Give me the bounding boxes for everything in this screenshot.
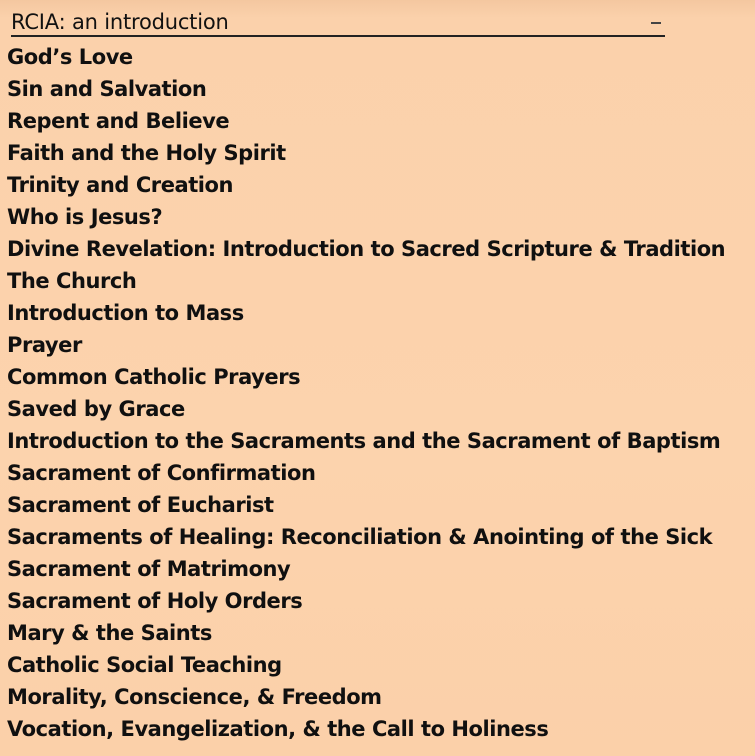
topic-item: Sacrament of Confirmation [7, 461, 316, 485]
topic-item: Introduction to the Sacraments and the Sacrament of Baptism [7, 429, 721, 453]
topic-item: Who is Jesus? [7, 205, 163, 229]
topic-item: Mary & the Saints [7, 621, 212, 645]
topic-item: Prayer [7, 333, 82, 357]
topic-item: Sacrament of Eucharist [7, 493, 274, 517]
topic-list [7, 41, 725, 745]
topic-item: Sacrament of Matrimony [7, 557, 291, 581]
topic-item: Common Catholic Prayers [7, 365, 301, 389]
underline-mark [651, 22, 661, 24]
topic-item: Divine Revelation: Introduction to Sacred Scripture & Tradition [7, 237, 726, 261]
topic-item: Faith and the Holy Spirit [7, 141, 286, 165]
topic-item: The Church [7, 269, 137, 293]
topic-item: Trinity and Creation [7, 173, 234, 197]
topic-item: God’s Love [7, 45, 133, 69]
topic-item: Morality, Conscience, & Freedom [7, 685, 382, 709]
topic-item: Saved by Grace [7, 397, 185, 421]
title-underline [11, 35, 665, 37]
topic-item: Vocation, Evangelization, & the Call to Holiness [7, 717, 549, 741]
topic-item: Introduction to Mass [7, 301, 244, 325]
title-row [11, 8, 665, 36]
topic-item: Sacraments of Healing: Reconciliation & Anointing of the Sick [7, 525, 713, 549]
topic-item: Catholic Social Teaching [7, 653, 282, 677]
topic-item: Sacrament of Holy Orders [7, 589, 303, 613]
topic-item: Sin and Salvation [7, 77, 207, 101]
topic-item: Repent and Believe [7, 109, 230, 133]
document-title: RCIA: an introduction [11, 10, 229, 34]
